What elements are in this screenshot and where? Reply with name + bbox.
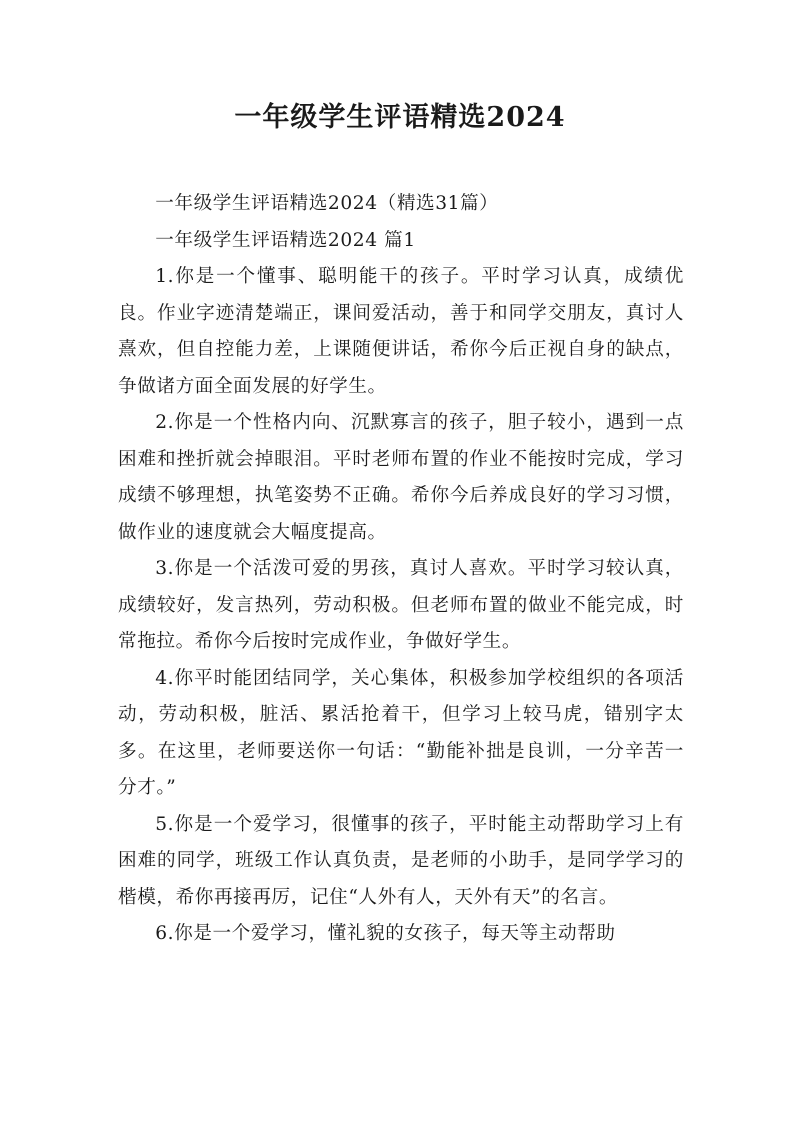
comment-paragraph-1: 1.你是一个懂事、聪明能干的孩子。平时学习认真，成绩优良。作业字迹清楚端正，课间爱活动，善于和同学交朋友，真讨人熹欢，但自控能力差，上课随便讲话，希你今后正视自身的缺点，争做诸方面全面发展的好学生。 bbox=[118, 266, 684, 397]
document-title: 一年级学生评语精选2024 bbox=[234, 102, 566, 133]
document-subtitle: 一年级学生评语精选2024（精选31篇） bbox=[155, 193, 499, 214]
section-heading: 一年级学生评语精选2024 篇1 bbox=[155, 229, 416, 251]
comment-paragraph-5: 5.你是一个爱学习，很懂事的孩子，平时能主动帮助学习上有困难的同学，班级工作认真负责，是老师的小助手，是同学学习的楷模，希你再接再厉，记住“人外有人，天外有天”的名言。 bbox=[118, 813, 684, 908]
document-body bbox=[118, 186, 684, 953]
comment-paragraph-2: 2.你是一个性格内向、沉默寡言的孩子，胆子较小，遇到一点困难和挫折就会掉眼泪。平时老师布置的作业不能按时完成，学习成绩不够理想，执笔姿势不正确。希你今后养成良好的学习习惯，做作业的速度就会大幅度提高。 bbox=[118, 412, 684, 543]
comment-paragraph-4: 4.你平时能团结同学，关心集体，积极参加学校组织的各项活动，劳动积极，脏活、累活抢着干，但学习上较马虎，错别字太多。在这里，老师要送你一句话：“勤能补拙是良训，一分辛苦一分才。” bbox=[118, 667, 684, 798]
comment-paragraph-6: 6.你是一个爱学习，懂礼貌的女孩子，每天等主动帮助 bbox=[155, 923, 616, 944]
comment-paragraph-3: 3.你是一个活泼可爱的男孩，真讨人喜欢。平时学习较认真，成绩较好，发言热列，劳动积极。但老师布置的做业不能完成，时常拖拉。希你今后按时完成作业，争做好学生。 bbox=[118, 558, 684, 652]
